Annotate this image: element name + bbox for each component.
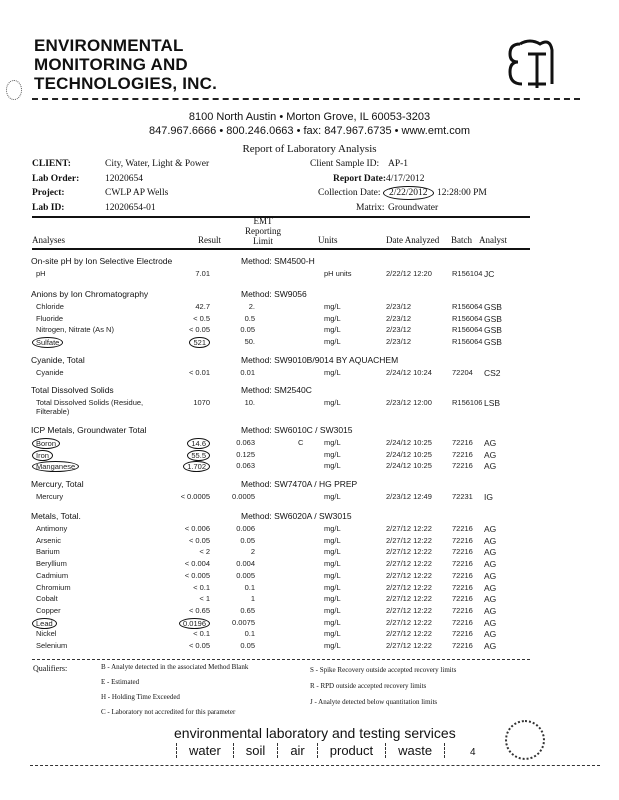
table-row [36, 571, 596, 583]
batch: R156064 [452, 302, 483, 311]
batch: R156104 [452, 269, 483, 278]
date-analyzed: 2/27/12 12:22 [386, 629, 432, 639]
date-analyzed: 2/23/12 12:49 [386, 492, 432, 501]
batch: 72216 [452, 582, 473, 592]
section-title: Metals, Total. [31, 511, 81, 521]
client-label: CLIENT: [32, 159, 71, 169]
analyst: AG [484, 438, 497, 448]
table-row [36, 337, 596, 349]
analyst: AG [484, 570, 497, 581]
lab-id-label: Lab ID: [32, 203, 65, 213]
company-name-line3: TECHNOLOGIES, INC. [34, 74, 218, 93]
matrix-label: Matrix: [356, 203, 385, 213]
col-limit-line2: Reporting [245, 226, 281, 236]
batch: R156064 [452, 325, 483, 335]
result: < 0.05 [188, 325, 210, 335]
analyst: JC [484, 269, 495, 279]
section-method: Method: SM4500-H [241, 256, 315, 266]
section-header [31, 479, 591, 491]
analyst: AG [484, 461, 497, 472]
reporting-limit: 2. [248, 302, 255, 311]
units: mg/L [324, 461, 341, 471]
section-method: Method: SW9010B/9014 BY AQUACHEM [241, 355, 399, 365]
result: 1070 [193, 398, 210, 407]
date-analyzed: 2/23/12 [386, 337, 412, 347]
batch: 72216 [452, 617, 473, 627]
reporting-limit: 1 [250, 594, 255, 604]
analyte: Barium [36, 547, 60, 557]
qualifiers-label: Qualifiers: [33, 664, 68, 673]
col-limit [243, 216, 283, 246]
qualifier-e: E - Estimated [101, 678, 140, 686]
analyst: AG [484, 559, 497, 570]
date-analyzed: 2/27/12 12:22 [386, 547, 432, 557]
batch: 72216 [452, 547, 473, 557]
result: 521 [189, 337, 210, 348]
reporting-limit: 0.05 [240, 325, 255, 335]
col-limit-line1: EMT [253, 216, 273, 226]
result: < 0.5 [193, 313, 210, 323]
result: 0.0196 [179, 618, 210, 629]
section-title: ICP Metals, Groundwater Total [31, 425, 147, 435]
batch: 72216 [452, 535, 473, 545]
units: mg/L [324, 368, 341, 377]
analyte: Lead [32, 618, 57, 629]
section-method: Method: SW6010C / SW3015 [241, 425, 353, 435]
analyst: AG [484, 535, 497, 546]
reporting-limit: 0.0075 [232, 617, 255, 627]
analyst: AG [484, 594, 497, 605]
analyte: Nickel [36, 629, 57, 639]
collection-time-value: 12:28:00 PM [437, 188, 487, 198]
reporting-limit: 0.005 [236, 570, 255, 580]
lab-order-value: 12020654 [105, 174, 143, 184]
units: mg/L [324, 398, 341, 407]
qualifier: C [298, 438, 304, 447]
table-row [36, 606, 596, 618]
company-name-line2: MONITORING AND [34, 55, 188, 74]
section-title: Cyanide, Total [31, 355, 85, 365]
analyte: Manganese [32, 461, 79, 472]
reporting-limit: 0.006 [236, 524, 255, 533]
batch: R156064 [452, 313, 483, 323]
units: mg/L [324, 313, 341, 323]
company-address: 8100 North Austin • Morton Grove, IL 60053-3203 [188, 111, 431, 123]
section-title: Total Dissolved Solids [31, 385, 114, 395]
lab-order-label: Lab Order: [32, 174, 80, 184]
table-row [36, 524, 596, 536]
units: pH units [324, 269, 352, 278]
report-title: Report of Laboratory Analysis [242, 143, 377, 155]
result: < 0.1 [193, 629, 210, 639]
analyte: Selenium [36, 641, 68, 650]
date-analyzed: 2/24/12 10:25 [386, 461, 432, 471]
table-row [36, 641, 596, 653]
batch: 72216 [452, 524, 473, 533]
date-analyzed: 2/27/12 12:22 [386, 524, 432, 533]
reporting-limit: 0.1 [244, 629, 255, 639]
table-row [36, 492, 596, 504]
analyte: Chloride [36, 302, 64, 311]
result: < 0.05 [188, 535, 210, 545]
table-header-rule [32, 248, 530, 250]
date-analyzed: 2/24/12 10:24 [386, 368, 432, 377]
units: mg/L [324, 629, 341, 639]
units: mg/L [324, 492, 341, 501]
analyst: LSB [484, 398, 501, 408]
analyte: Cobalt [36, 594, 58, 604]
table-row [36, 450, 596, 462]
project-value: CWLP AP Wells [105, 188, 169, 198]
batch: 72216 [452, 594, 473, 604]
date-analyzed: 2/27/12 12:22 [386, 535, 432, 545]
table-row [36, 314, 596, 326]
analyte: Nitrogen, Nitrate (As N) [36, 325, 114, 335]
section-title: Mercury, Total [31, 479, 84, 489]
reporting-limit: 0.05 [240, 641, 255, 650]
analyte: Boron [32, 438, 60, 449]
date-analyzed: 2/23/12 12:00 [386, 398, 432, 407]
result: 1.702 [183, 461, 210, 472]
batch: 72216 [452, 605, 473, 615]
analyte: Iron [32, 450, 53, 461]
table-row [36, 629, 596, 641]
units: mg/L [324, 559, 341, 569]
reporting-limit: 50. [244, 337, 255, 347]
page-number: 4 [470, 747, 476, 758]
header-divider [32, 98, 580, 100]
footer-rule [30, 765, 600, 766]
table-row [36, 559, 596, 571]
result: < 0.006 [184, 524, 210, 533]
punch-hole-mark [6, 80, 22, 100]
result: < 0.004 [184, 559, 210, 569]
batch: 72216 [452, 559, 473, 569]
units: mg/L [324, 438, 341, 447]
col-result: Result [198, 235, 222, 245]
analyst: AG [484, 617, 497, 628]
sample-id-label: Client Sample ID: [310, 159, 380, 169]
service-soil: soil [233, 743, 278, 758]
section-title: Anions by Ion Chromatography [31, 289, 149, 299]
analyte: Total Dissolved Solids (Residue, Filterable) [36, 398, 144, 416]
analyst: AG [484, 629, 497, 640]
reporting-limit: 0.01 [240, 368, 255, 377]
result: 7.01 [195, 269, 210, 278]
table-row [36, 302, 596, 314]
analyst: AG [484, 547, 497, 558]
report-date-value: 4/17/2012 [386, 174, 425, 184]
reporting-limit: 2 [250, 547, 255, 557]
analyst: GSB [484, 302, 502, 312]
analyst: AG [484, 582, 497, 593]
batch: 72216 [452, 461, 473, 471]
service-product: product [317, 743, 385, 758]
analyst: GSB [484, 337, 502, 348]
section-method: Method: SW7470A / HG PREP [241, 479, 358, 489]
reporting-limit: 0.063 [236, 438, 255, 447]
table-row [36, 461, 596, 473]
service-air: air [277, 743, 316, 758]
service-waste: waste [385, 743, 444, 758]
analyte: pH [36, 269, 46, 278]
units: mg/L [324, 570, 341, 580]
analyte: Arsenic [36, 535, 62, 545]
table-bottom-rule [32, 659, 530, 660]
reporting-limit: 0.063 [236, 461, 255, 471]
date-analyzed: 2/27/12 12:22 [386, 605, 432, 615]
result: < 2 [199, 547, 210, 557]
section-title: On-site pH by Ion Selective Electrode [31, 256, 173, 266]
result: 42.7 [195, 302, 210, 311]
footer-tagline: environmental laboratory and testing services [174, 725, 456, 741]
reporting-limit: 0.1 [244, 582, 255, 592]
collection-date-label: Collection Date: [318, 188, 381, 198]
table-row [36, 368, 596, 380]
batch: 72204 [452, 368, 473, 377]
reporting-limit: 0.65 [240, 605, 255, 615]
reporting-limit: 0.004 [236, 559, 255, 569]
analyst: AG [484, 605, 497, 616]
analyst: GSB [484, 313, 502, 324]
batch: R156064 [452, 337, 483, 347]
reporting-limit: 0.5 [244, 313, 255, 323]
analyte: Cadmium [36, 570, 69, 580]
analyst: AG [484, 449, 497, 460]
qualifier-b: B - Analyte detected in the associated Method Blank [101, 663, 249, 671]
table-row [36, 398, 596, 416]
date-analyzed: 2/27/12 12:22 [386, 617, 432, 627]
analyte: Antimony [36, 524, 68, 533]
section-method: Method: SW9056 [241, 289, 307, 299]
section-method: Method: SW6020A / SW3015 [241, 511, 352, 521]
table-row [36, 536, 596, 548]
sample-id-value: AP-1 [388, 159, 409, 169]
section-header [31, 425, 591, 437]
analyte: Sulfate [32, 337, 63, 348]
date-analyzed: 2/23/12 [386, 313, 412, 323]
reporting-limit: 0.125 [236, 449, 255, 459]
table-row [36, 325, 596, 337]
col-analyses: Analyses [32, 235, 65, 245]
units: mg/L [324, 617, 341, 627]
result: < 1 [199, 594, 210, 604]
analyst: CS2 [484, 368, 501, 378]
reporting-limit: 0.05 [240, 535, 255, 545]
units: mg/L [324, 582, 341, 592]
qualifier-s: S - Spike Recovery outside accepted recovery limits [310, 666, 457, 674]
analyte: Mercury [36, 492, 64, 501]
table-row [36, 594, 596, 606]
result: < 0.05 [188, 641, 210, 650]
date-analyzed: 2/27/12 12:22 [386, 594, 432, 604]
analyst: AG [484, 641, 497, 651]
result: < 0.01 [188, 368, 210, 377]
table-row [36, 618, 596, 630]
section-header [31, 385, 591, 397]
col-limit-line3: Limit [253, 236, 273, 246]
lab-id-value: 12020654-01 [105, 203, 156, 213]
batch: 72216 [452, 570, 473, 580]
analyst: GSB [484, 325, 502, 336]
service-water: water [176, 743, 233, 758]
section-header [31, 355, 591, 367]
result: < 0.005 [184, 570, 210, 580]
result: 55.5 [187, 450, 210, 461]
analyst: AG [484, 524, 497, 534]
date-analyzed: 2/27/12 12:22 [386, 582, 432, 592]
date-analyzed: 2/23/12 [386, 302, 412, 311]
section-header [31, 511, 591, 523]
units: mg/L [324, 547, 341, 557]
footer-services [176, 743, 445, 758]
units: mg/L [324, 302, 341, 311]
analyte: Cyanide [36, 368, 64, 377]
table-row [36, 547, 596, 559]
qualifier-c: C - Laboratory not accredited for this parameter [101, 708, 236, 716]
accreditation-seal [505, 720, 545, 760]
reporting-limit: 10. [244, 398, 255, 407]
table-row [36, 269, 596, 281]
qualifier-h: H - Holding Time Exceeded [101, 693, 180, 701]
matrix-value: Groundwater [388, 203, 439, 213]
analyst: IG [484, 492, 493, 502]
analyte: Beryllium [36, 559, 67, 569]
batch: 72231 [452, 492, 473, 501]
batch: 72216 [452, 449, 473, 459]
date-analyzed: 2/24/12 10:25 [386, 438, 432, 447]
col-date-analyzed: Date Analyzed [386, 235, 440, 245]
reporting-limit: 0.0005 [232, 492, 255, 501]
section-header [31, 256, 591, 268]
units: mg/L [324, 524, 341, 533]
company-name-line1: ENVIRONMENTAL [34, 36, 184, 55]
result: < 0.1 [193, 582, 210, 592]
batch: 72216 [452, 641, 473, 650]
date-analyzed: 2/22/12 12:20 [386, 269, 432, 278]
units: mg/L [324, 449, 341, 459]
analyte: Copper [36, 605, 61, 615]
batch: R156106 [452, 398, 483, 407]
emt-logo [506, 36, 556, 92]
col-units: Units [318, 235, 338, 245]
date-analyzed: 2/27/12 12:22 [386, 570, 432, 580]
result: 14.6 [187, 438, 210, 449]
analyte: Fluoride [36, 313, 64, 323]
col-analyst: Analyst [479, 235, 507, 245]
project-label: Project: [32, 188, 65, 198]
date-analyzed: 2/23/12 [386, 325, 412, 335]
qualifier-j: J - Analyte detected below quantitation limits [310, 698, 438, 706]
table-row [36, 438, 596, 450]
col-batch: Batch [451, 235, 472, 245]
company-contact: 847.967.6666 • 800.246.0663 • fax: 847.967.6735 • www.emt.com [149, 125, 470, 137]
table-row [36, 583, 596, 595]
units: mg/L [324, 594, 341, 604]
units: mg/L [324, 605, 341, 615]
units: mg/L [324, 325, 341, 335]
analyte: Chromium [36, 582, 71, 592]
batch: 72216 [452, 438, 473, 447]
units: mg/L [324, 337, 341, 347]
report-date-label: Report Date: [333, 174, 387, 184]
result: < 0.0005 [180, 492, 210, 501]
section-method: Method: SM2540C [241, 385, 312, 395]
batch: 72216 [452, 629, 473, 639]
qualifier-r: R - RPD outside accepted recovery limits [310, 682, 427, 690]
units: mg/L [324, 641, 341, 650]
client-value: City, Water, Light & Power [105, 159, 210, 169]
units: mg/L [324, 535, 341, 545]
date-analyzed: 2/27/12 12:22 [386, 559, 432, 569]
collection-date-value: 2/22/2012 [383, 186, 434, 200]
date-analyzed: 2/27/12 12:22 [386, 641, 432, 650]
section-header [31, 289, 591, 301]
result: < 0.65 [188, 605, 210, 615]
date-analyzed: 2/24/12 10:25 [386, 449, 432, 459]
